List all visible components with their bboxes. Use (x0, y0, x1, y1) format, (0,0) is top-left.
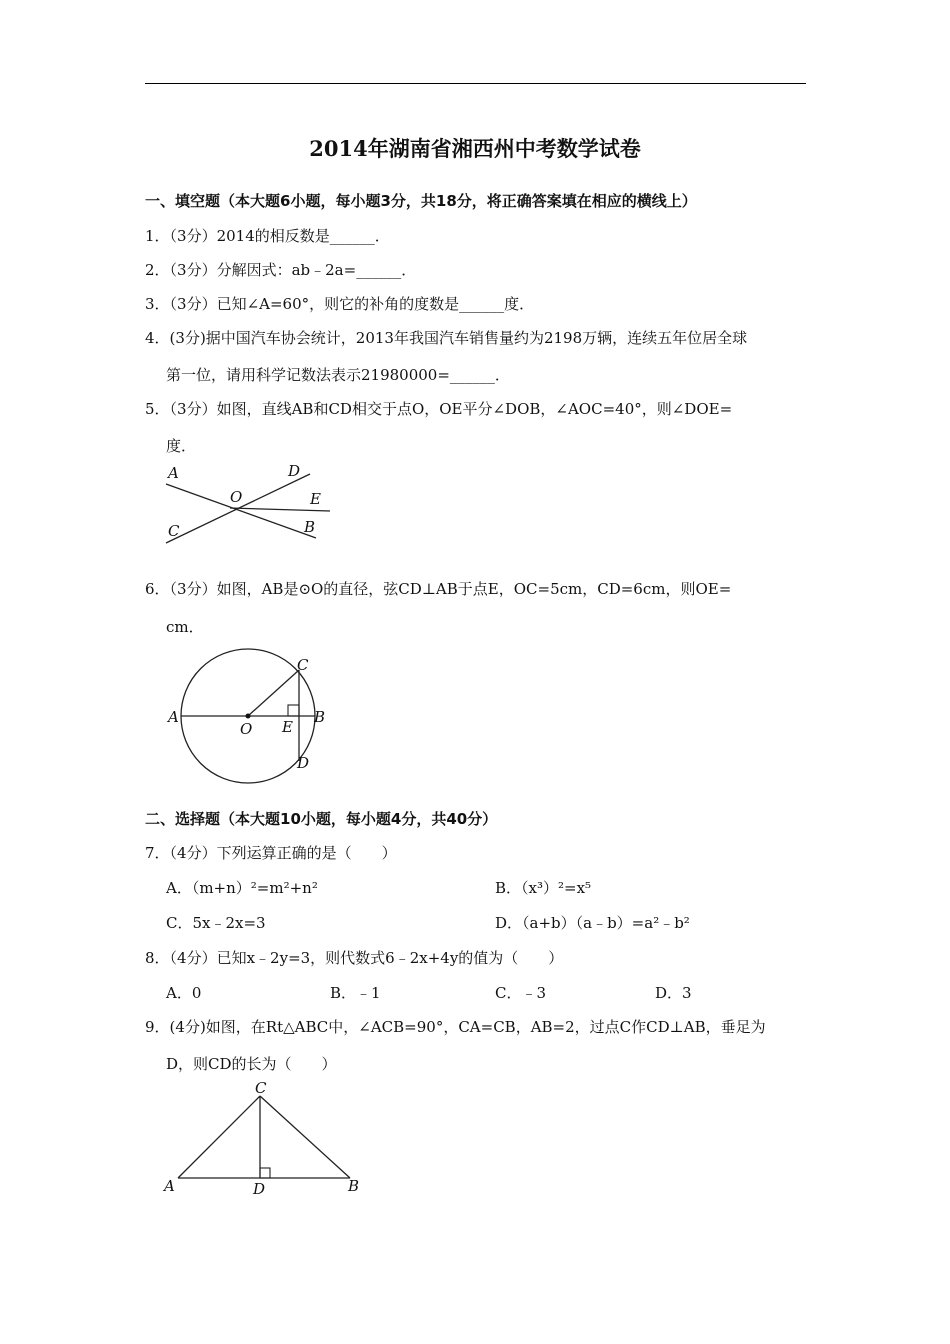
question-4-line-2: 第一位，请用科学记数法表示21980000=______． (166, 366, 510, 384)
question-5-line-1: 5．（3分）如图，直线AB和CD相交于点O，OE平分∠DOB，∠AOC=40°，则∠DOE= (145, 400, 733, 418)
label-A: A (164, 1177, 175, 1195)
label-C: C (255, 1079, 267, 1097)
question-6-line-1: 6．（3分）如图，AB是⊙O的直径，弦CD⊥AB于点E，OC=5cm，CD=6cm，则OE= (145, 580, 732, 598)
question-8-option-b: B．﹣1 (330, 984, 381, 1002)
question-8: 8．（4分）已知x﹣2y=3，则代数式6﹣2x+4y的值为（ ） (145, 949, 564, 967)
figure-circle-chord (160, 648, 340, 792)
label-O: O (240, 720, 253, 738)
label-B: B (314, 708, 326, 726)
label-A: A (168, 464, 179, 482)
label-B: B (348, 1177, 360, 1195)
question-8-option-a: A．0 (166, 984, 202, 1002)
question-7-option-a: A．（m+n）²=m²+n² (166, 879, 318, 897)
question-7-option-c: C．5x﹣2x=3 (166, 914, 266, 932)
question-9-line-1: 9．(4分)如图，在Rt△ABC中，∠ACB=90°，CA=CB，AB=2，过点C作CD⊥AB，垂足为 (145, 1018, 766, 1036)
label-D: D (288, 462, 301, 480)
question-8-option-d: D．3 (655, 984, 692, 1002)
figure-right-triangle (160, 1078, 370, 1207)
question-4-line-1: 4．(3分)据中国汽车协会统计，2013年我国汽车销售量约为2198万辆，连续五年位居全球 (145, 329, 748, 347)
section-heading-fill-blank: 一、填空题（本大题6小题，每小题3分，共18分，将正确答案填在相应的横线上） (145, 192, 697, 210)
question-1: 1．（3分）2014的相反数是______． (145, 227, 390, 245)
label-O: O (230, 488, 243, 506)
section-heading-multiple-choice: 二、选择题（本大题10小题，每小题4分，共40分） (145, 810, 498, 828)
question-5-line-2: 度． (166, 437, 197, 455)
question-8-option-c: C．﹣3 (495, 984, 547, 1002)
label-B: B (304, 518, 316, 536)
label-A: A (168, 708, 179, 726)
question-7: 7．（4分）下列运算正确的是（ ） (145, 844, 397, 862)
label-D: D (253, 1180, 266, 1198)
question-9-line-2: D，则CD的长为（ ） (166, 1055, 337, 1073)
header-rule (145, 83, 806, 84)
label-E: E (310, 490, 321, 508)
question-7-option-b: B．（x³）²=x⁵ (495, 879, 592, 897)
label-C: C (168, 522, 180, 540)
figure-intersecting-lines (160, 458, 350, 557)
page-title: 2014年湖南省湘西州中考数学试卷 (309, 136, 641, 161)
question-2: 2．（3分）分解因式：ab﹣2a=______． (145, 261, 417, 279)
label-C: C (297, 656, 309, 674)
question-6-line-2: cm． (166, 618, 204, 636)
question-7-option-d: D．（a+b）（a﹣b）=a²﹣b² (495, 914, 690, 932)
label-E: E (282, 718, 293, 736)
label-D: D (297, 754, 310, 772)
question-3: 3．（3分）已知∠A=60°，则它的补角的度数是______度． (145, 295, 535, 313)
